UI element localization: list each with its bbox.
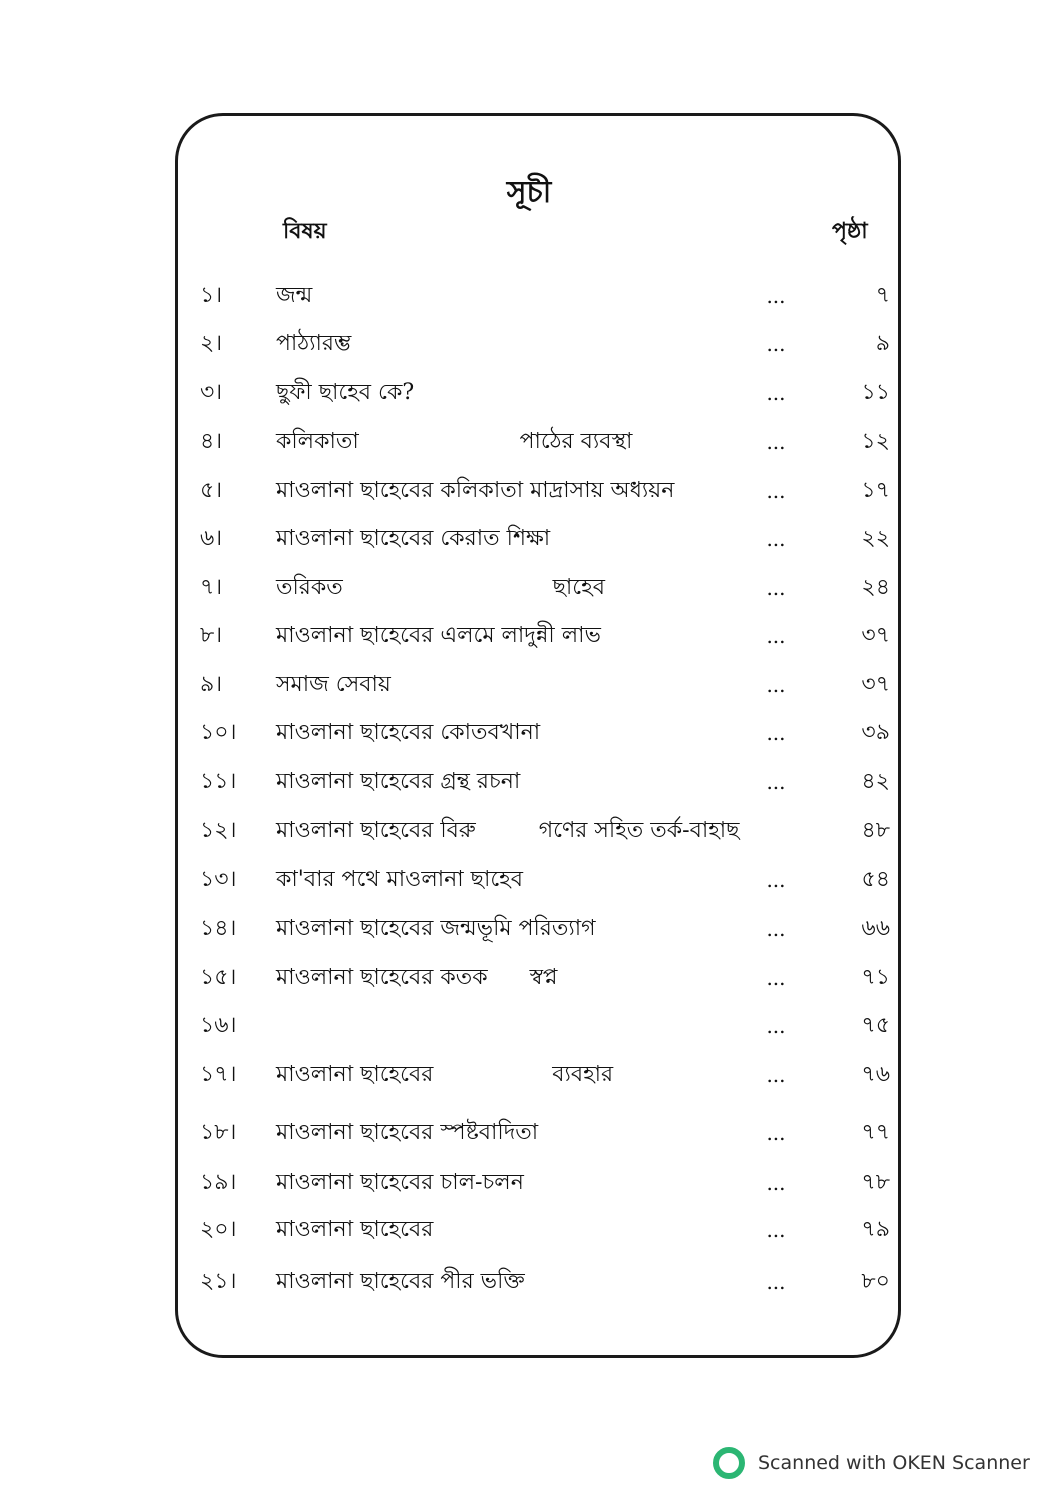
row-number: ১০।	[200, 720, 237, 745]
row-subject: মাওলানা ছাহেবের কোতবখানা	[276, 720, 541, 745]
column-header-subject: বিষয়	[283, 218, 327, 244]
row-page: ১৭	[861, 478, 890, 503]
row-subject: সমাজ সেবায়	[276, 672, 391, 697]
row-number: ১১।	[200, 769, 237, 794]
row-number: ২।	[200, 331, 223, 356]
row-page: ৬৬	[861, 916, 890, 941]
row-leader-dots: ...	[766, 1218, 786, 1242]
row-number: ১৪।	[200, 916, 237, 941]
row-leader-dots: ...	[766, 527, 786, 551]
row-number: ১২।	[200, 818, 237, 843]
row-subject: মাওলানা ছাহেবের চাল-চলন	[276, 1170, 524, 1195]
row-number: ৮।	[200, 623, 223, 648]
row-subject: মাওলানা ছাহেবের কতক স্বপ্ন	[276, 965, 558, 990]
row-leader-dots: ...	[766, 332, 786, 356]
row-leader-dots: ...	[766, 868, 786, 892]
row-page: ৯	[875, 331, 890, 356]
row-page: ৭৬	[861, 1062, 890, 1087]
row-page: ৪২	[861, 769, 890, 794]
row-page: ৭৮	[861, 1170, 890, 1195]
row-subject: মাওলানা ছাহেবের কলিকাতা মাদ্রাসায় অধ্যয়ন	[276, 478, 675, 503]
row-page: ৫৪	[861, 867, 890, 892]
row-number: ৯।	[200, 672, 223, 697]
row-leader-dots: ...	[766, 721, 786, 745]
row-subject: মাওলানা ছাহেবের এলমে লাদুন্নী লাভ	[276, 623, 601, 648]
toc-row	[200, 422, 890, 462]
toc-row	[200, 568, 890, 608]
row-subject: মাওলানা ছাহেবের জন্মভূমি পরিত্যাগ	[276, 916, 596, 941]
row-subject: জন্ম	[276, 283, 313, 308]
row-leader-dots: ...	[766, 430, 786, 454]
row-leader-dots: ...	[766, 284, 786, 308]
row-number: ১৮।	[200, 1120, 237, 1145]
row-number: ২০।	[200, 1217, 237, 1242]
toc-row	[200, 713, 890, 753]
toc-row	[200, 909, 890, 949]
row-leader-dots: ...	[766, 673, 786, 697]
row-page: ১২	[861, 429, 890, 454]
row-subject: মাওলানা ছাহেবের স্পষ্টবাদিতা	[276, 1120, 539, 1145]
row-number: ১৫।	[200, 965, 237, 990]
toc-row	[200, 958, 890, 998]
row-page: ৭৯	[861, 1217, 890, 1242]
row-page: ৩৭	[861, 672, 890, 697]
toc-row	[200, 276, 890, 316]
scanner-watermark	[712, 1446, 1030, 1480]
row-page: ৮০	[861, 1269, 890, 1294]
row-subject: মাওলানা ছাহেবের	[276, 1217, 434, 1242]
row-number: ৪।	[200, 429, 223, 454]
row-number: ১৩।	[200, 867, 237, 892]
toc-row	[200, 1113, 890, 1153]
toc-row	[200, 1055, 890, 1095]
toc-row	[200, 1210, 890, 1250]
row-subject: পাঠ্যারম্ভ	[276, 331, 352, 356]
row-page: ৪৮	[861, 818, 890, 843]
toc-row	[200, 1163, 890, 1203]
toc-row	[200, 1262, 890, 1302]
row-number: ৩।	[200, 380, 223, 405]
row-number: ১৯।	[200, 1170, 237, 1195]
row-subject: তরিকত ছাহেব	[276, 575, 605, 600]
row-leader-dots: ...	[766, 479, 786, 503]
row-number: ৭।	[200, 575, 223, 600]
row-leader-dots: ...	[766, 1014, 786, 1038]
row-subject: কলিকাতা পাঠের ব্যবস্থা	[276, 429, 633, 454]
row-leader-dots: ...	[766, 1121, 786, 1145]
row-leader-dots: ...	[766, 917, 786, 941]
row-leader-dots: ...	[766, 576, 786, 600]
row-leader-dots: ...	[766, 381, 786, 405]
row-subject: কা'বার পথে মাওলানা ছাহেব	[276, 867, 523, 892]
row-page: ২৪	[861, 575, 890, 600]
row-leader-dots: ...	[766, 1270, 786, 1294]
row-number: ৬।	[200, 526, 223, 551]
row-subject: মাওলানা ছাহেবের ব্যবহার	[276, 1062, 614, 1087]
row-subject: ছুফী ছাহেব কে?	[276, 380, 415, 405]
toc-row	[200, 324, 890, 364]
row-page: ১১	[861, 380, 890, 405]
toc-row	[200, 811, 890, 851]
row-page: ৭৫	[861, 1013, 890, 1038]
toc-row	[200, 762, 890, 802]
row-leader-dots: ...	[766, 1063, 786, 1087]
row-number: ১৭।	[200, 1062, 237, 1087]
row-subject: মাওলানা ছাহেবের গ্রন্থ রচনা	[276, 769, 521, 794]
row-page: ২২	[861, 526, 890, 551]
toc-row	[200, 665, 890, 705]
row-leader-dots: ...	[766, 624, 786, 648]
toc-row	[200, 519, 890, 559]
row-number: ৫।	[200, 478, 223, 503]
column-header-page: পৃষ্ঠা	[832, 218, 868, 244]
toc-row	[200, 860, 890, 900]
row-leader-dots: ...	[766, 770, 786, 794]
row-number: ২১।	[200, 1269, 237, 1294]
row-page: ৭৭	[861, 1120, 890, 1145]
row-page: ৭১	[861, 965, 890, 990]
toc-row	[200, 471, 890, 511]
row-page: ৩৭	[861, 623, 890, 648]
toc-row	[200, 1006, 890, 1046]
row-subject: মাওলানা ছাহেবের কেরাত শিক্ষা	[276, 526, 551, 551]
row-leader-dots: ...	[766, 966, 786, 990]
row-subject: মাওলানা ছাহেবের বিরু গণের সহিত তর্ক-বাহাছ	[276, 818, 740, 843]
scanner-text: Scanned with OKEN Scanner	[758, 1452, 1030, 1474]
toc-row	[200, 373, 890, 413]
oken-scanner-logo-icon	[712, 1446, 746, 1480]
row-page: ৩৯	[861, 720, 890, 745]
row-number: ১।	[200, 283, 223, 308]
row-leader-dots: ...	[766, 1171, 786, 1195]
row-subject: মাওলানা ছাহেবের পীর ভক্তি	[276, 1269, 525, 1294]
toc-row	[200, 616, 890, 656]
page-title: সূচী	[506, 175, 552, 210]
row-page: ৭	[875, 283, 890, 308]
row-number: ১৬।	[200, 1013, 237, 1038]
